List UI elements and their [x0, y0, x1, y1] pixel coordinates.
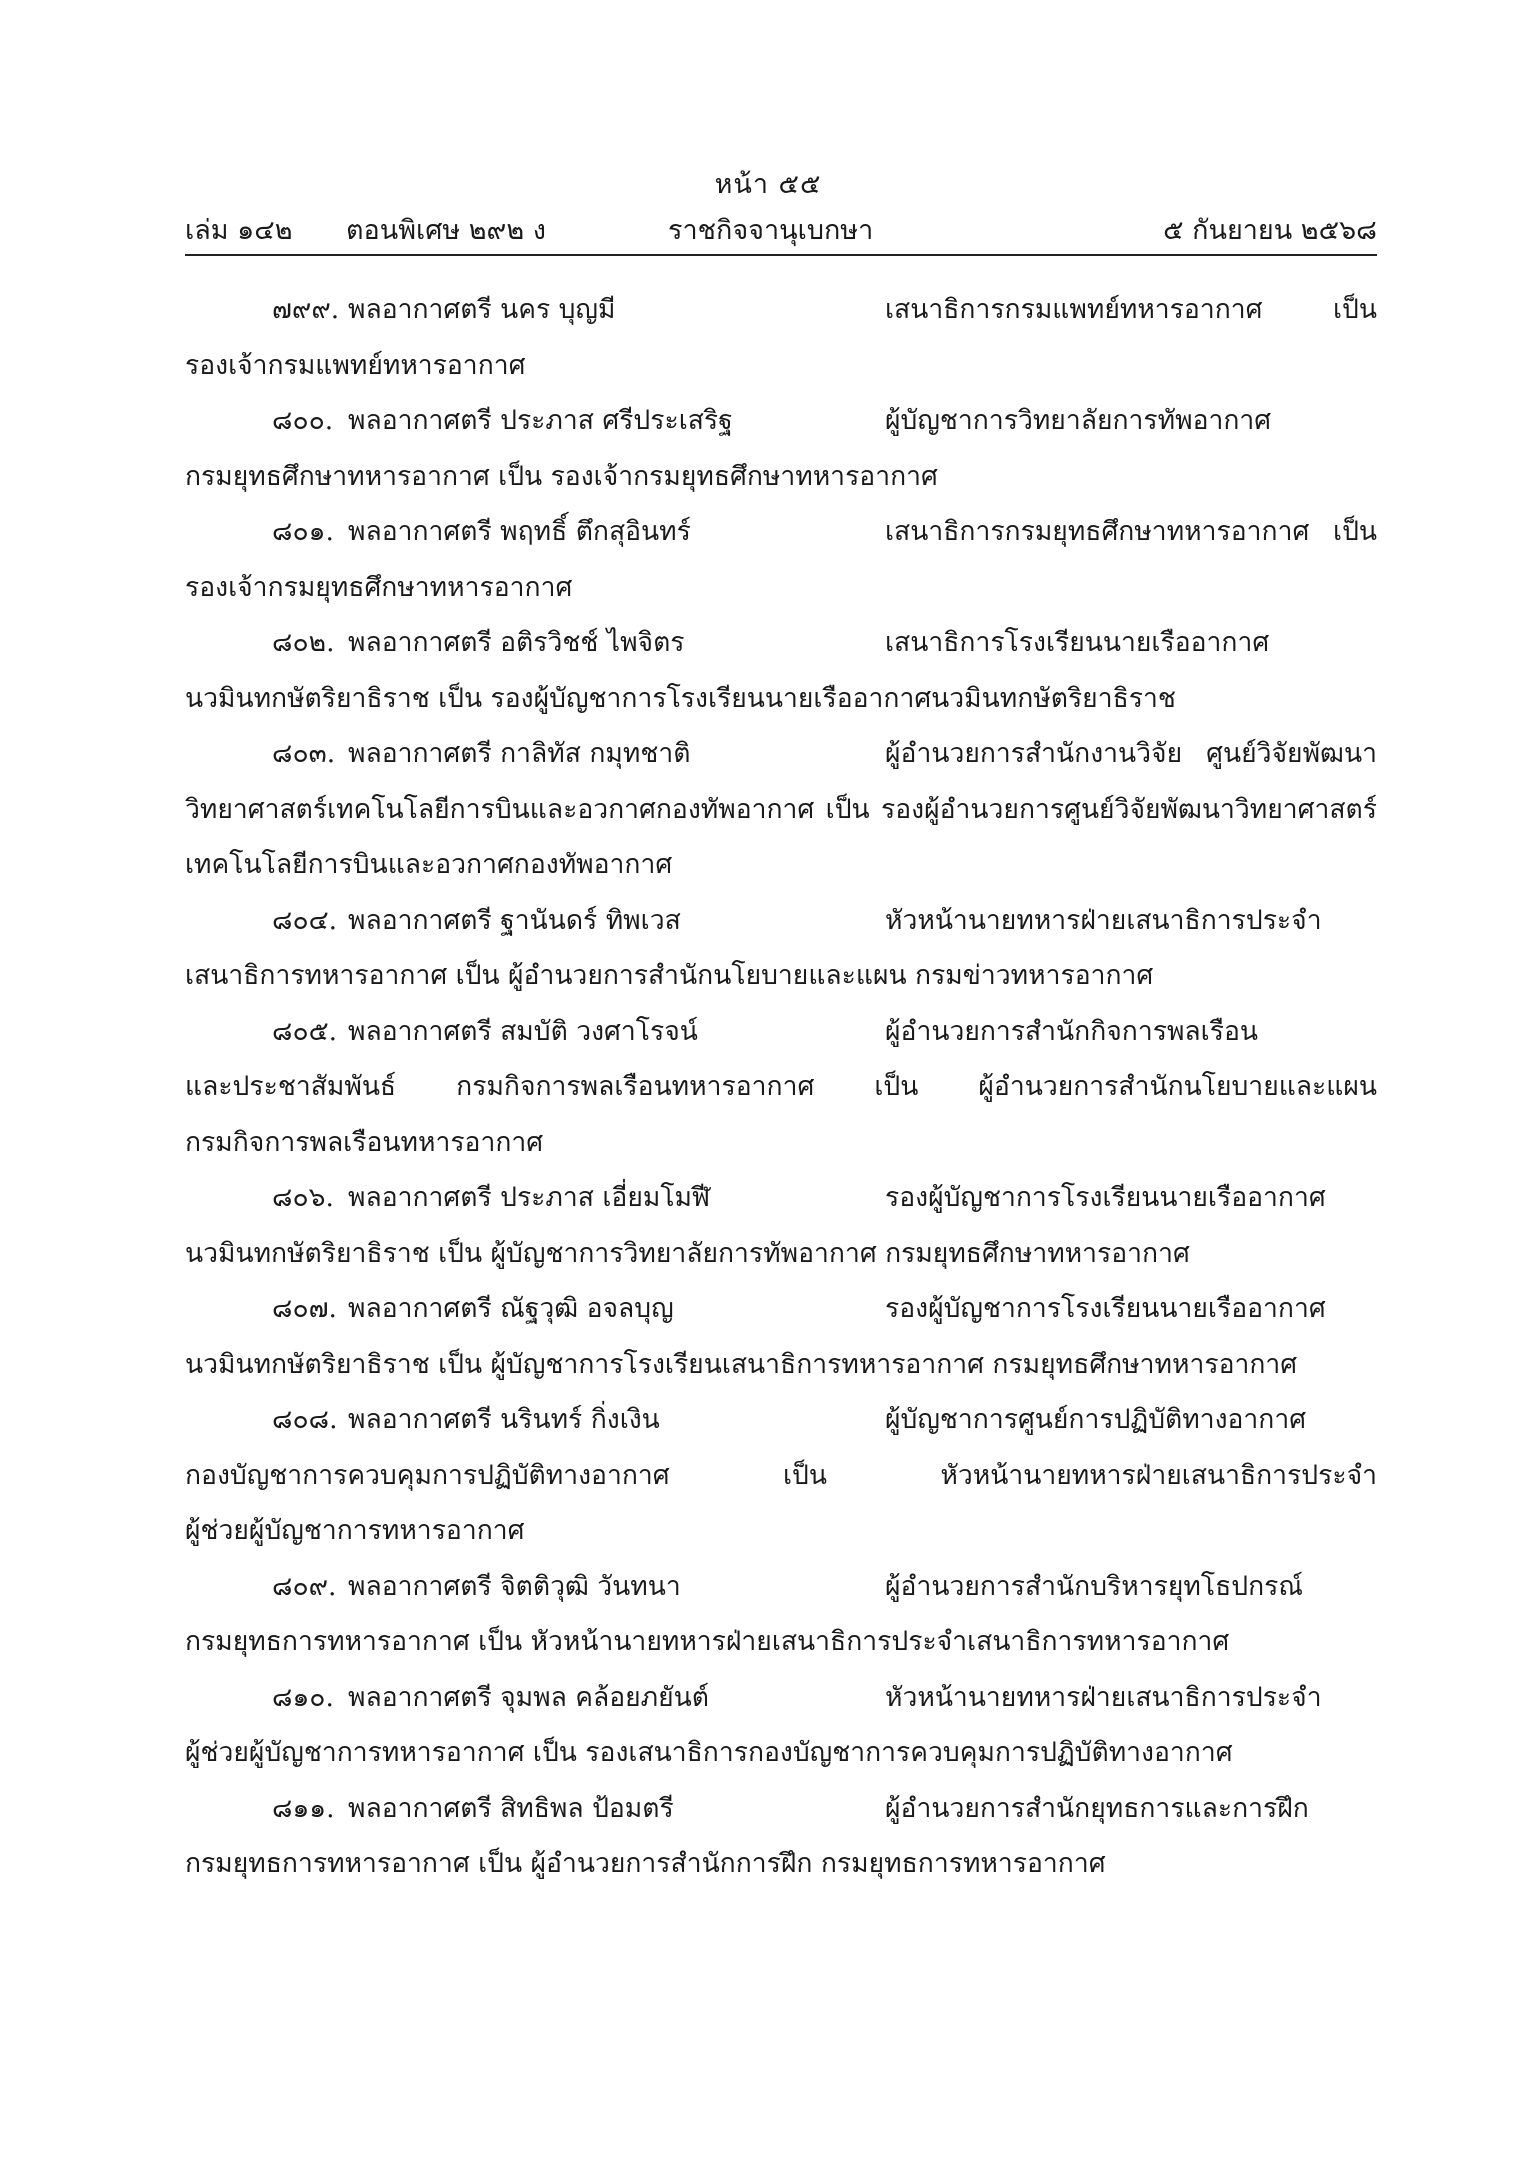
appointment-entry	[185, 504, 1377, 615]
entry-name: พลอากาศตรี ณัฐวุฒิ อจลบุญ	[348, 1293, 674, 1324]
entry-continuation-line: กรมยุทธศึกษาทหารอากาศ เป็น รองเจ้ากรมยุทธศึกษาทหารอากาศ	[185, 460, 938, 492]
entry-current-position: ผู้บัญชาการศูนย์การปฏิบัติทางอากาศ	[885, 1404, 1307, 1435]
entry-first-line	[185, 393, 1377, 449]
entry-continuation-line: นวมินทกษัตริยาธิราช เป็น ผู้บัญชาการโรงเรียนเสนาธิการทหารอากาศ กรมยุทธศึกษาทหารอากาศ	[185, 1348, 1298, 1380]
publication-date: ๕ กันยายน ๒๕๖๘	[1163, 215, 1377, 246]
entry-current-position: ผู้อำนวยการสำนักบริหารยุทโธปกรณ์	[885, 1570, 1303, 1602]
entry-name: พลอากาศตรี พฤทธิ์ ตึกสุอินทร์	[348, 516, 691, 547]
entry-first-line	[185, 504, 1377, 560]
entry-number: ๘๐๘.	[272, 1404, 338, 1435]
entry-number: ๘๑๐.	[272, 1681, 334, 1713]
appointment-entry	[185, 393, 1377, 504]
entry-continuation-line: กรมกิจการพลเรือนทหารอากาศ	[185, 1126, 544, 1158]
entry-continuation-line: รองเจ้ากรมยุทธศึกษาทหารอากาศ	[185, 571, 573, 603]
entry-name: พลอากาศตรี กาลิทัส กมุทชาติ	[348, 738, 691, 769]
entry-name: พลอากาศตรี ประภาส ศรีประเสริฐ	[348, 405, 733, 436]
entry-number: ๘๐๓.	[272, 738, 336, 769]
entry-continuation-line: นวมินทกษัตริยาธิราช เป็น รองผู้บัญชาการโรงเรียนนายเรืออากาศนวมินทกษัตริยาธิราช	[185, 682, 1176, 714]
entry-continuation-line: รองเจ้ากรมแพทย์ทหารอากาศ	[185, 349, 526, 381]
entry-name: พลอากาศตรี นคร บุญมี	[348, 294, 616, 325]
appointment-entry	[185, 1559, 1377, 1670]
appointment-entry	[185, 282, 1377, 393]
entry-name: พลอากาศตรี สิทธิพล ป้อมตรี	[348, 1792, 674, 1824]
entry-number: ๗๙๙.	[272, 294, 340, 325]
appointment-entry	[185, 1781, 1377, 1892]
entry-current-position: รองผู้บัญชาการโรงเรียนนายเรืออากาศ	[885, 1182, 1326, 1213]
entry-current-position: หัวหน้านายทหารฝ่ายเสนาธิการประจำ	[885, 904, 1322, 936]
entry-first-line	[185, 615, 1377, 671]
appointment-entry	[185, 1281, 1377, 1392]
entry-current-position: เสนาธิการโรงเรียนนายเรืออากาศ	[885, 627, 1270, 658]
entry-first-line	[185, 1670, 1377, 1726]
entry-continuation-line: ผู้ช่วยผู้บัญชาการทหารอากาศ เป็น รองเสนาธิการกองบัญชาการควบคุมการปฏิบัติทางอากาศ	[185, 1737, 1233, 1768]
gazette-title: ราชกิจจานุเบกษา	[668, 215, 874, 246]
entry-name: พลอากาศตรี จุมพล คล้อยภยันต์	[348, 1681, 709, 1713]
entry-number: ๘๑๑.	[272, 1792, 335, 1824]
entry-number: ๘๐๖.	[272, 1182, 334, 1213]
entry-number: ๘๐๕.	[272, 1015, 338, 1047]
entry-continuation-line: เทคโนโลยีการบินและอวกาศกองทัพอากาศ	[185, 849, 673, 880]
entry-continuation-line: กรมยุทธการทหารอากาศ เป็น ผู้อำนวยการสำนักการฝึก กรมยุทธการทหารอากาศ	[185, 1848, 1106, 1879]
entry-number: ๘๐๐.	[272, 405, 334, 436]
entry-name: พลอากาศตรี นรินทร์ กิ่งเงิน	[348, 1404, 660, 1435]
entry-first-line	[185, 726, 1377, 782]
entry-name: พลอากาศตรี จิตติวุฒิ วันทนา	[348, 1570, 681, 1602]
entry-first-line	[185, 1559, 1377, 1615]
entry-name: พลอากาศตรี อติรวิชช์ ไพจิตร	[348, 627, 685, 658]
entry-number: ๘๐๔.	[272, 904, 338, 936]
entry-continuation-line: นวมินทกษัตริยาธิราช เป็น ผู้บัญชาการวิทยาลัยการทัพอากาศ กรมยุทธศึกษาทหารอากาศ	[185, 1237, 1190, 1269]
appointment-entry	[185, 1392, 1377, 1559]
appointment-entry	[185, 1004, 1377, 1171]
entry-current-position: ผู้บัญชาการวิทยาลัยการทัพอากาศ	[885, 405, 1272, 436]
entry-continuation-line: เสนาธิการทหารอากาศ เป็น ผู้อำนวยการสำนักนโยบายและแผน กรมข่าวทหารอากาศ	[185, 960, 1154, 991]
entry-current-position: รองผู้บัญชาการโรงเรียนนายเรืออากาศ	[885, 1293, 1326, 1324]
entry-first-line	[185, 282, 1377, 338]
entry-current-position: เสนาธิการกรมแพทย์ทหารอากาศ เป็น	[885, 294, 1377, 325]
entry-name: พลอากาศตรี สมบัติ วงศาโรจน์	[348, 1015, 698, 1047]
entry-number: ๘๐๗.	[272, 1293, 337, 1324]
appointment-entry	[185, 1170, 1377, 1281]
entry-first-line	[185, 893, 1377, 949]
gazette-header	[185, 208, 1377, 252]
entry-continuation-line: วิทยาศาสตร์เทคโนโลยีการบินและอวกาศกองทัพอากาศ เป็น รองผู้อำนวยการศูนย์วิจัยพัฒนาวิทยาศาสตร์	[185, 793, 1377, 825]
issue-label: ตอนพิเศษ ๒๙๒ ง	[346, 215, 546, 246]
entry-current-position: เสนาธิการกรมยุทธศึกษาทหารอากาศ เป็น	[885, 516, 1377, 547]
entry-current-position: ผู้อำนวยการสำนักยุทธการและการฝึก	[885, 1792, 1309, 1824]
volume-label: เล่ม ๑๔๒	[185, 215, 293, 246]
entry-number: ๘๐๒.	[272, 627, 335, 658]
entry-name: พลอากาศตรี ประภาส เอี่ยมโมฬี	[348, 1182, 711, 1213]
entry-first-line	[185, 1004, 1377, 1060]
entry-continuation-line: และประชาสัมพันธ์ กรมกิจการพลเรือนทหารอากาศ เป็น ผู้อำนวยการสำนักนโยบายและแผน	[185, 1071, 1377, 1102]
appointment-entry	[185, 893, 1377, 1004]
appointment-list	[185, 282, 1377, 1892]
header-divider	[185, 254, 1377, 256]
entry-number: ๘๐๙.	[272, 1570, 337, 1602]
page-number: หน้า ๕๕	[714, 169, 822, 200]
entry-current-position: ผู้อำนวยการสำนักงานวิจัย ศูนย์วิจัยพัฒนา	[885, 738, 1377, 769]
entry-first-line	[185, 1281, 1377, 1337]
entry-current-position: ผู้อำนวยการสำนักกิจการพลเรือน	[885, 1015, 1258, 1047]
entry-continuation-line: กองบัญชาการควบคุมการปฏิบัติทางอากาศ เป็น หัวหน้านายทหารฝ่ายเสนาธิการประจำ	[185, 1459, 1377, 1491]
entry-number: ๘๐๑.	[272, 516, 334, 547]
entry-first-line	[185, 1781, 1377, 1837]
entry-name: พลอากาศตรี ฐานันดร์ ทิพเวส	[348, 904, 681, 936]
appointment-entry	[185, 726, 1377, 893]
entry-current-position: หัวหน้านายทหารฝ่ายเสนาธิการประจำ	[885, 1681, 1322, 1713]
appointment-entry	[185, 615, 1377, 726]
entry-continuation-line: กรมยุทธการทหารอากาศ เป็น หัวหน้านายทหารฝ่ายเสนาธิการประจำเสนาธิการทหารอากาศ	[185, 1626, 1230, 1657]
entry-continuation-line: ผู้ช่วยผู้บัญชาการทหารอากาศ	[185, 1515, 525, 1546]
appointment-entry	[185, 1670, 1377, 1781]
entry-first-line	[185, 1392, 1377, 1448]
entry-first-line	[185, 1170, 1377, 1226]
